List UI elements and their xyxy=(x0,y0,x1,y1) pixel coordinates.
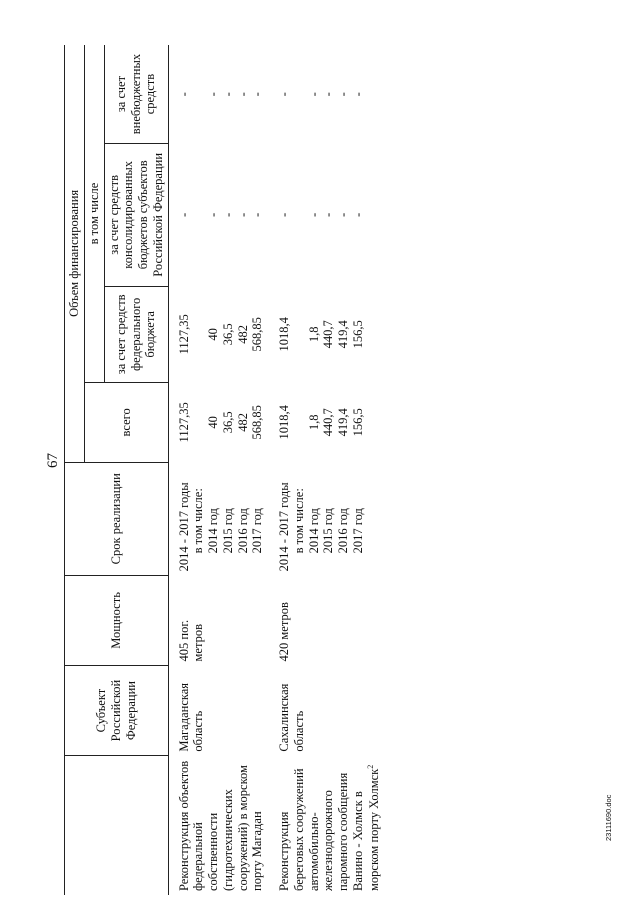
extrabudget-value: - xyxy=(250,92,265,97)
capacity-cell: 405 пог. метров xyxy=(176,619,206,662)
federal-value xyxy=(292,290,307,378)
total-value: 1127,35 xyxy=(176,402,191,443)
total-value: 40 xyxy=(206,416,220,429)
footer-filename: 23111690.doc xyxy=(604,794,613,841)
term-line-column xyxy=(169,462,268,575)
extrabudget-value: - xyxy=(350,92,365,97)
term-line: 2014 год xyxy=(206,508,220,554)
header-capacity: Мощность xyxy=(65,575,169,665)
regional-value: - xyxy=(176,212,191,217)
object-cell: Реконструкция объектов федеральной собственности (гидротехнических сооружений) в морском порту Магадан xyxy=(176,760,265,891)
total-value: 36,5 xyxy=(220,411,235,434)
term-line: 2015 год xyxy=(321,508,336,554)
federal-value: 1018,4 xyxy=(277,317,291,352)
federal-value: 419,4 xyxy=(336,320,350,349)
federal-value: 36,5 xyxy=(220,323,235,346)
total-value-column xyxy=(169,383,268,463)
extrabudget-value: - xyxy=(206,92,220,97)
extrabudget-value: - xyxy=(176,92,191,97)
regional-value: - xyxy=(306,212,321,217)
table-row xyxy=(267,45,383,895)
term-line: в том числе: xyxy=(191,488,206,554)
subject-cell: Магаданская область xyxy=(176,682,206,752)
term-line: 2014 - 2017 годы xyxy=(176,482,191,572)
regional-value: - xyxy=(336,212,350,217)
financing-table xyxy=(64,45,383,895)
federal-value: 440,7 xyxy=(321,320,336,349)
term-line: 2016 год xyxy=(336,508,350,554)
extrabudget-value-column xyxy=(169,45,268,144)
federal-value: 568,85 xyxy=(250,317,265,352)
total-value: 482 xyxy=(235,412,250,432)
federal-value-column xyxy=(267,286,383,382)
extrabudget-value xyxy=(292,49,307,140)
regional-value xyxy=(292,148,307,283)
term-line-column xyxy=(267,462,383,575)
federal-value: 1127,35 xyxy=(176,314,191,355)
header-federal: за счет средств федерального бюджета xyxy=(104,286,168,382)
page-number: 67 xyxy=(45,453,61,468)
regional-value: - xyxy=(206,212,220,217)
table-row xyxy=(169,45,268,895)
header-including: в том числе xyxy=(84,45,104,383)
header-regional: за счет средств консолидированных бюджетов субъектов Российской Федерации xyxy=(104,144,168,287)
extrabudget-value xyxy=(191,49,206,140)
federal-value: 1,8 xyxy=(306,326,321,343)
regional-value-column xyxy=(267,144,383,287)
header-term: Срок реализации xyxy=(65,462,169,575)
total-value: 440,7 xyxy=(321,408,336,437)
header-object xyxy=(65,756,169,895)
term-line: 2017 год xyxy=(250,508,265,554)
term-line: 2014 год xyxy=(306,508,321,554)
regional-value: - xyxy=(250,212,265,217)
term-line: 2015 год xyxy=(220,508,235,554)
total-value: 419,4 xyxy=(336,408,350,437)
regional-value: - xyxy=(321,212,336,217)
subject-cell: Сахалинская область xyxy=(277,683,306,752)
term-line: 2014 - 2017 годы xyxy=(277,482,291,572)
header-subject: Субъект Российской Федерации xyxy=(65,665,169,755)
extrabudget-value-column xyxy=(267,45,383,144)
regional-value: - xyxy=(220,212,235,217)
federal-value: 40 xyxy=(206,328,220,341)
extrabudget-value: - xyxy=(336,92,350,97)
financing-table-rotated xyxy=(64,45,576,895)
extrabudget-value: - xyxy=(306,92,321,97)
extrabudget-value: - xyxy=(220,92,235,97)
term-line: 2016 год xyxy=(235,508,250,554)
header-total: всего xyxy=(84,383,168,463)
object-cell: Реконструкция береговых сооружений автомобильно-железнодорожного паромного сообщения Ванино - Холмск в морском порту Холмск$^2$ xyxy=(277,764,381,891)
federal-value-column xyxy=(169,286,268,382)
total-value: 1018,4 xyxy=(277,405,291,440)
regional-value: - xyxy=(277,212,291,217)
total-value xyxy=(292,387,307,459)
regional-value xyxy=(191,148,206,283)
regional-value: - xyxy=(350,212,365,217)
total-value: 1,8 xyxy=(306,414,321,431)
extrabudget-value: - xyxy=(277,92,291,97)
extrabudget-value: - xyxy=(321,92,336,97)
capacity-cell: 420 метров xyxy=(277,602,291,662)
total-value: 156,5 xyxy=(350,408,365,437)
total-value: 568,85 xyxy=(250,405,265,440)
extrabudget-value: - xyxy=(235,92,250,97)
header-financing: Объем финансирования xyxy=(65,45,85,462)
header-extrabudget: за счет внебюджетных средств xyxy=(104,45,168,144)
total-value-column xyxy=(267,383,383,463)
federal-value: 482 xyxy=(235,324,250,344)
regional-value-column xyxy=(169,144,268,287)
term-line: в том числе: xyxy=(291,488,306,554)
total-value xyxy=(191,387,206,459)
term-line: 2017 год xyxy=(350,508,365,554)
federal-value: 156,5 xyxy=(350,320,365,349)
federal-value xyxy=(191,290,206,378)
regional-value: - xyxy=(235,212,250,217)
